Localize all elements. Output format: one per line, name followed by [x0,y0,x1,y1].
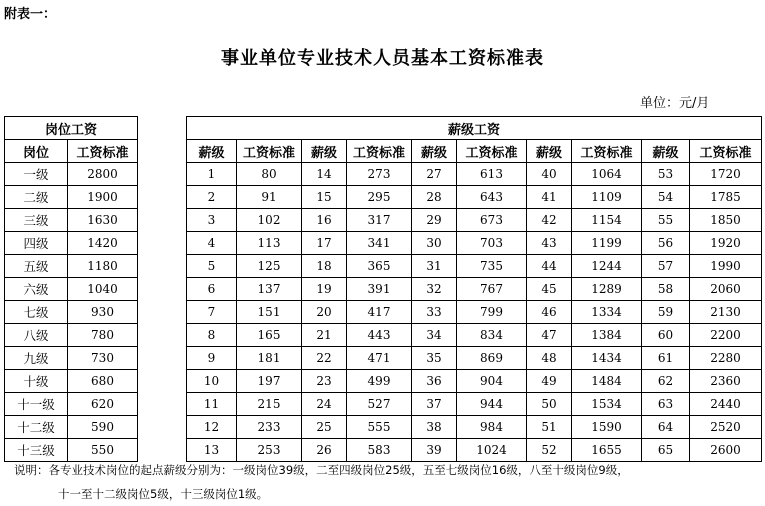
grade-cell: 63 [642,393,690,416]
post-wage-cell: 2800 [68,163,138,186]
post-level-cell: 三级 [5,209,68,232]
grade-wage-cell: 1434 [572,347,642,370]
post-level-cell: 一级 [5,163,68,186]
grade-wage-cell: 80 [237,163,302,186]
grade-wage-cell: 673 [457,209,527,232]
grade-wage-cell: 613 [457,163,527,186]
grade-wage-cell: 443 [347,324,412,347]
post-wage-cell: 1040 [68,278,138,301]
grade-wage-cell: 391 [347,278,412,301]
grade-cell: 2 [187,186,237,209]
grade-cell: 64 [642,416,690,439]
grade-wage-cell: 1384 [572,324,642,347]
grade-wage-cell: 1990 [690,255,762,278]
post-level-cell: 十一级 [5,393,68,416]
grade-cell: 11 [187,393,237,416]
grade-cell: 29 [412,209,457,232]
table-row [5,255,138,278]
post-level-cell: 八级 [5,324,68,347]
table-row [187,301,762,324]
grade-cell: 5 [187,255,237,278]
page-title: 事业单位专业技术人员基本工资标准表 [221,48,544,69]
grade-wage-cell: 125 [237,255,302,278]
column-header-grade: 薪级 [527,140,572,163]
post-level-cell: 四级 [5,232,68,255]
table-row [187,163,762,186]
grade-cell: 52 [527,439,572,462]
post-level-cell: 十二级 [5,416,68,439]
grade-wage-cell: 1244 [572,255,642,278]
table-row [5,370,138,393]
grade-cell: 14 [302,163,347,186]
grade-wage-cell: 1720 [690,163,762,186]
post-wage-cell: 1180 [68,255,138,278]
grade-cell: 20 [302,301,347,324]
grade-wage-cell: 2130 [690,301,762,324]
grade-cell: 6 [187,278,237,301]
grade-cell: 42 [527,209,572,232]
post-wage-cell: 590 [68,416,138,439]
table-row [187,255,762,278]
footnote-line-2: 十一至十二级岗位5级，十三级岗位1级。 [58,487,269,501]
post-level-cell: 十三级 [5,439,68,462]
column-header-level: 岗位 [5,140,68,163]
grade-cell: 46 [527,301,572,324]
grade-wage-cell: 1064 [572,163,642,186]
grade-cell: 40 [527,163,572,186]
column-header-grade: 薪级 [642,140,690,163]
table-row [5,163,138,186]
grade-wage-cell: 703 [457,232,527,255]
grade-cell: 57 [642,255,690,278]
grade-cell: 31 [412,255,457,278]
grade-wage-cell: 215 [237,393,302,416]
table-row [187,278,762,301]
column-header-standard: 工资标准 [347,140,412,163]
grade-cell: 54 [642,186,690,209]
grade-wage-cell: 91 [237,186,302,209]
footnote [14,458,629,506]
grade-cell: 17 [302,232,347,255]
grade-cell: 13 [187,439,237,462]
column-header-standard: 工资标准 [572,140,642,163]
grade-wage-group-title: 薪级工资 [187,117,762,140]
table-row [5,186,138,209]
grade-cell: 41 [527,186,572,209]
grade-cell: 49 [527,370,572,393]
grade-wage-cell: 341 [347,232,412,255]
grade-wage-cell: 1534 [572,393,642,416]
grade-wage-cell: 151 [237,301,302,324]
grade-wage-cell: 1109 [572,186,642,209]
table-row [187,186,762,209]
grade-wage-cell: 2280 [690,347,762,370]
post-wage-group-title: 岗位工资 [5,117,138,140]
grade-cell: 3 [187,209,237,232]
grade-cell: 30 [412,232,457,255]
table-row [187,232,762,255]
post-level-cell: 六级 [5,278,68,301]
grade-cell: 44 [527,255,572,278]
grade-cell: 45 [527,278,572,301]
grade-wage-cell: 527 [347,393,412,416]
grade-cell: 16 [302,209,347,232]
grade-wage-cell: 137 [237,278,302,301]
table-row [187,416,762,439]
grade-wage-cell: 2520 [690,416,762,439]
grade-wage-cell: 102 [237,209,302,232]
grade-wage-cell: 2060 [690,278,762,301]
column-header-standard: 工资标准 [457,140,527,163]
post-level-cell: 二级 [5,186,68,209]
grade-wage-cell: 1334 [572,301,642,324]
grade-wage-cell: 984 [457,416,527,439]
grade-wage-cell: 113 [237,232,302,255]
grade-cell: 12 [187,416,237,439]
post-wage-cell: 1900 [68,186,138,209]
table-row [5,393,138,416]
grade-cell: 62 [642,370,690,393]
column-header-grade: 薪级 [412,140,457,163]
grade-cell: 38 [412,416,457,439]
grade-wage-cell: 317 [347,209,412,232]
grade-wage-cell: 1655 [572,439,642,462]
post-wage-table [4,116,138,462]
grade-cell: 58 [642,278,690,301]
column-header-standard: 工资标准 [690,140,762,163]
grade-cell: 53 [642,163,690,186]
grade-wage-table [186,116,762,462]
grade-cell: 35 [412,347,457,370]
grade-cell: 56 [642,232,690,255]
grade-wage-cell: 1289 [572,278,642,301]
grade-wage-cell: 253 [237,439,302,462]
grade-cell: 61 [642,347,690,370]
post-wage-cell: 620 [68,393,138,416]
grade-cell: 21 [302,324,347,347]
grade-wage-cell: 799 [457,301,527,324]
table-row [187,209,762,232]
grade-wage-cell: 417 [347,301,412,324]
grade-cell: 59 [642,301,690,324]
grade-wage-cell: 1590 [572,416,642,439]
grade-cell: 7 [187,301,237,324]
grade-wage-cell: 904 [457,370,527,393]
post-wage-cell: 780 [68,324,138,347]
table-row [187,393,762,416]
grade-wage-cell: 273 [347,163,412,186]
grade-cell: 25 [302,416,347,439]
grade-wage-cell: 869 [457,347,527,370]
grade-cell: 47 [527,324,572,347]
grade-cell: 15 [302,186,347,209]
grade-wage-cell: 181 [237,347,302,370]
column-header-grade: 薪级 [187,140,237,163]
grade-wage-cell: 583 [347,439,412,462]
grade-wage-cell: 1154 [572,209,642,232]
table-row [5,347,138,370]
grade-wage-cell: 1850 [690,209,762,232]
grade-wage-cell: 555 [347,416,412,439]
footnote-line-1: 说明：各专业技术岗位的起点薪级分别为：一级岗位39级，二至四级岗位25级，五至七级岗位16级，八至十级岗位9级， [14,463,629,477]
grade-cell: 43 [527,232,572,255]
grade-wage-cell: 233 [237,416,302,439]
post-wage-cell: 730 [68,347,138,370]
grade-cell: 9 [187,347,237,370]
post-wage-cell: 680 [68,370,138,393]
grade-wage-cell: 643 [457,186,527,209]
grade-cell: 4 [187,232,237,255]
post-wage-cell: 930 [68,301,138,324]
grade-cell: 51 [527,416,572,439]
grade-cell: 36 [412,370,457,393]
table-row [187,370,762,393]
table-row [5,324,138,347]
grade-wage-cell: 365 [347,255,412,278]
grade-wage-cell: 471 [347,347,412,370]
grade-wage-cell: 767 [457,278,527,301]
grade-cell: 65 [642,439,690,462]
grade-cell: 10 [187,370,237,393]
grade-cell: 33 [412,301,457,324]
post-wage-cell: 550 [68,439,138,462]
column-header-grade: 薪级 [302,140,347,163]
grade-wage-cell: 499 [347,370,412,393]
grade-wage-cell: 1920 [690,232,762,255]
grade-cell: 28 [412,186,457,209]
column-header-standard: 工资标准 [68,140,138,163]
salary-table-column-header [187,140,762,163]
grade-cell: 37 [412,393,457,416]
grade-wage-cell: 944 [457,393,527,416]
grade-wage-cell: 165 [237,324,302,347]
post-table-column-header [5,140,138,163]
column-header-standard: 工资标准 [237,140,302,163]
grade-wage-cell: 197 [237,370,302,393]
grade-cell: 60 [642,324,690,347]
grade-cell: 1 [187,163,237,186]
grade-wage-cell: 1024 [457,439,527,462]
attachment-label: 附表一： [4,7,57,22]
grade-wage-cell: 1199 [572,232,642,255]
grade-cell: 24 [302,393,347,416]
post-level-cell: 九级 [5,347,68,370]
grade-cell: 55 [642,209,690,232]
table-row [5,278,138,301]
unit-label: 单位：元/月 [640,96,710,111]
table-row [5,416,138,439]
grade-cell: 18 [302,255,347,278]
grade-wage-cell: 834 [457,324,527,347]
table-row [5,232,138,255]
grade-wage-cell: 735 [457,255,527,278]
post-level-cell: 五级 [5,255,68,278]
grade-wage-cell: 295 [347,186,412,209]
post-wage-cell: 1420 [68,232,138,255]
table-row [5,209,138,232]
grade-wage-cell: 2200 [690,324,762,347]
table-row [187,324,762,347]
grade-cell: 19 [302,278,347,301]
grade-cell: 26 [302,439,347,462]
grade-wage-cell: 1484 [572,370,642,393]
post-table-group-header [5,117,138,140]
table-row [187,347,762,370]
table-row [5,301,138,324]
grade-cell: 8 [187,324,237,347]
salary-table-group-header [187,117,762,140]
post-level-cell: 十级 [5,370,68,393]
grade-wage-cell: 2440 [690,393,762,416]
grade-cell: 48 [527,347,572,370]
grade-cell: 50 [527,393,572,416]
grade-cell: 39 [412,439,457,462]
grade-wage-cell: 1785 [690,186,762,209]
post-level-cell: 七级 [5,301,68,324]
post-wage-cell: 1630 [68,209,138,232]
grade-cell: 32 [412,278,457,301]
grade-cell: 27 [412,163,457,186]
grade-wage-cell: 2360 [690,370,762,393]
grade-wage-cell: 2600 [690,439,762,462]
grade-cell: 34 [412,324,457,347]
grade-cell: 22 [302,347,347,370]
grade-cell: 23 [302,370,347,393]
